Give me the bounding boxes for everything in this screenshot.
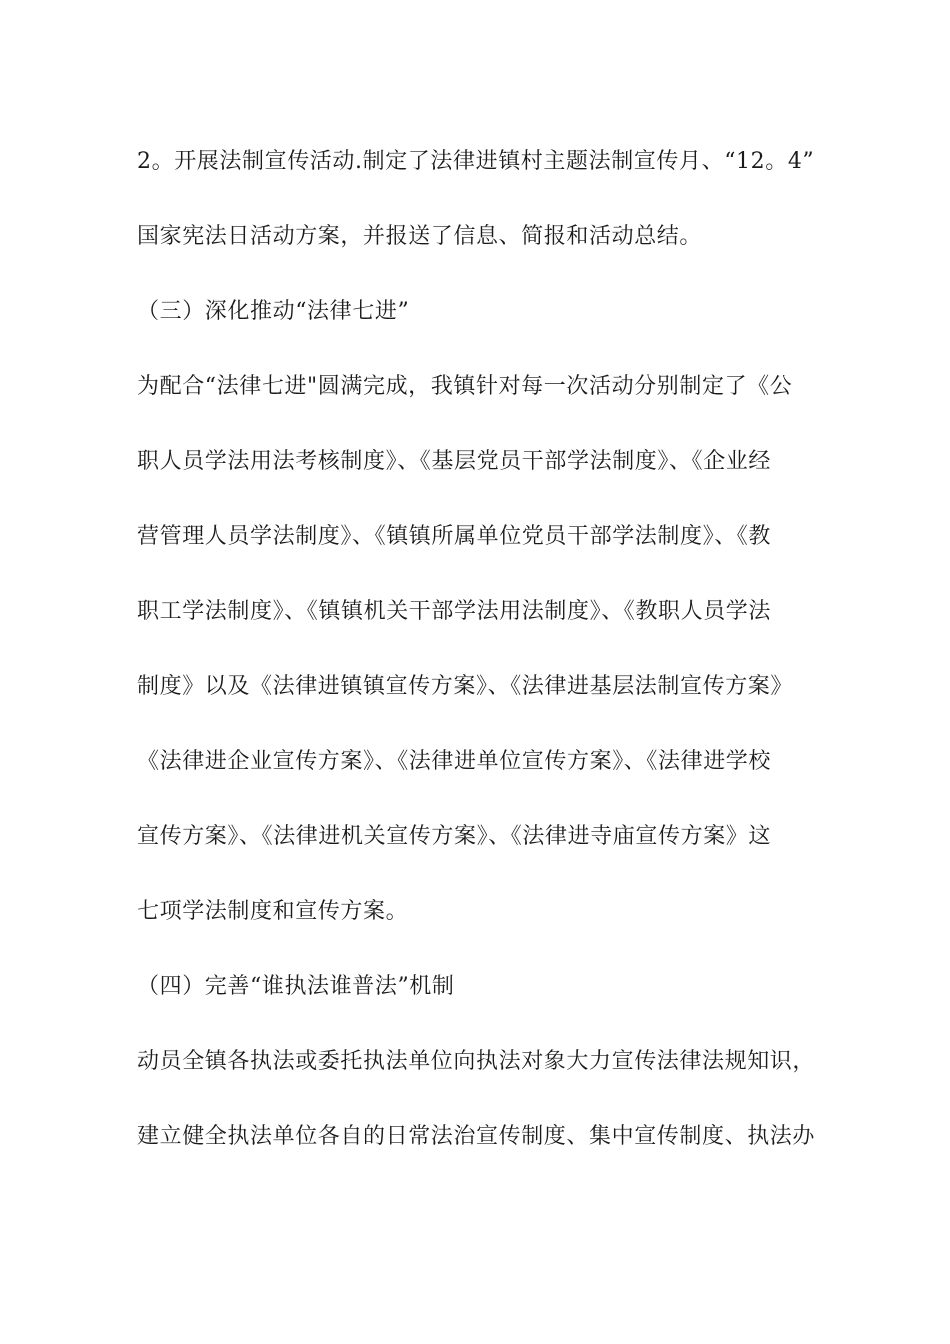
- paragraph-line: 营管理人员学法制度》、《镇镇所属单位党员干部学法制度》、《教: [137, 524, 772, 549]
- paragraph-line: 宣传方案》、《法律进机关宣传方案》、《法律进寺庙宣传方案》这: [137, 824, 772, 849]
- paragraph-line: 《法律进企业宣传方案》、《法律进单位宣传方案》、《法律进学校: [137, 749, 772, 774]
- paragraph-line: 2。开展法制宣传活动.制定了法律进镇村主题法制宣传月、“12。4”: [137, 149, 815, 174]
- paragraph-line: 为配合“法律七进"圆满完成，我镇针对每一次活动分别制定了《公: [137, 374, 793, 399]
- paragraph-line: 职工学法制度》、《镇镇机关干部学法用法制度》、《教职人员学法: [137, 599, 772, 624]
- paragraph-line: 七项学法制度和宣传方案。: [137, 899, 409, 924]
- paragraph-line: 建立健全执法单位各自的日常法治宣传制度、集中宣传制度、执法办: [137, 1124, 816, 1149]
- paragraph-line: 国家宪法日活动方案，并报送了信息、简报和活动总结。: [137, 224, 703, 249]
- paragraph-line: 职人员学法用法考核制度》、《基层党员干部学法制度》、《企业经: [137, 449, 772, 474]
- section-heading: （三）深化推动“法律七进”: [137, 299, 410, 324]
- paragraph-line: 制度》以及《法律进镇镇宣传方案》、《法律进基层法制宣传方案》: [137, 674, 794, 699]
- section-heading: （四）完善“谁执法谁普法”机制: [137, 974, 455, 999]
- paragraph-line: 动员全镇各执法或委托执法单位向执法对象大力宣传法律法规知识，: [137, 1049, 816, 1074]
